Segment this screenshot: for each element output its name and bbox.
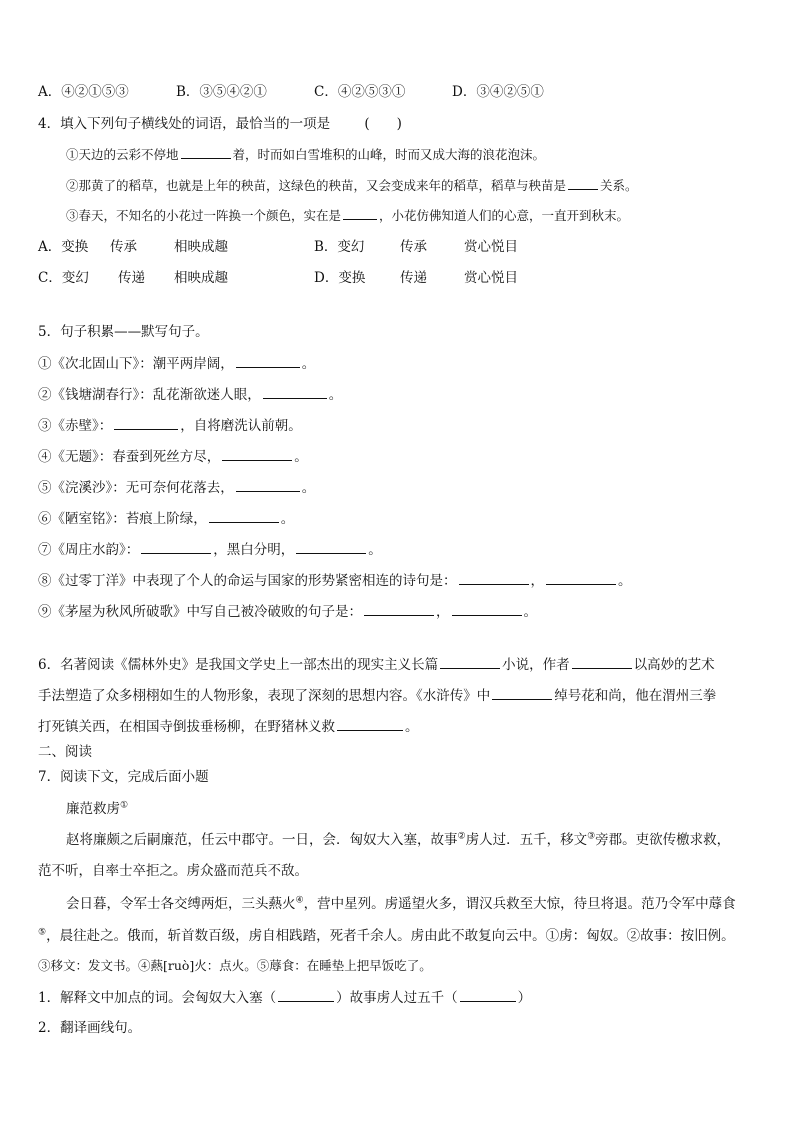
q3-option-a: A．④②①⑤③	[38, 84, 129, 100]
q5-l6-end: 。	[280, 511, 295, 527]
q4-option-d-word1: D．变换	[314, 270, 366, 286]
q6-line-2	[38, 685, 764, 706]
q5-title: 5．句子积累——默写句子。	[38, 324, 209, 340]
p2-text-c: ，晨往赴之。俄而，斩首数百级，虏自相践踏，死者千余人。虏由此不敢复向云中。①虏：匈奴。②故事：按旧例。	[46, 928, 735, 944]
q4-option-c-word2: 传递	[118, 270, 145, 286]
q4-option-d-word3: 赏心悦目	[464, 270, 518, 286]
q5-blank-5[interactable]	[236, 477, 300, 492]
q5-l7-end: 。	[368, 542, 382, 558]
q4-option-a-word1: A．变换	[38, 239, 89, 255]
section-2-heading: 二、阅读	[38, 744, 92, 760]
footnote-mark-5: ⑤	[38, 927, 47, 938]
footnote-mark-2: ②	[457, 831, 466, 842]
q5-blank-6[interactable]	[209, 508, 279, 523]
q7-sub2: 2．翻译画线句。	[38, 1020, 142, 1036]
q5-l2-prompt: ②《钱塘湖春行》：乱花渐欲迷人眼，	[38, 387, 261, 403]
q5-l7-middle: ，黑白分明，	[213, 542, 295, 558]
q6-text-c: 以高妙的艺术	[633, 657, 715, 673]
q3-option-c: C．④②⑤③①	[314, 84, 406, 100]
q4-option-b-word1: B．变幻	[314, 239, 365, 255]
q5-line-6	[38, 508, 764, 529]
q4-option-b-word3: 赏心悦目	[464, 239, 518, 255]
q4-sentence-3	[66, 205, 764, 226]
q4-s3-part-b: ，小花仿佛知道人们的心意，一直开到秋末。	[379, 208, 630, 223]
q4-blank-1[interactable]	[181, 144, 231, 159]
p1-text-b: 虏人过．五千，移文	[465, 832, 588, 848]
q6-blank-3[interactable]	[492, 685, 552, 700]
q5-l6-prompt: ⑥《陋室铭》：苔痕上阶绿，	[38, 511, 207, 527]
q5-line-9	[38, 601, 764, 622]
q5-blank-8b[interactable]	[546, 570, 616, 585]
q6-text-d: 手法塑造了众多栩栩如生的人物形象，表现了深刻的思想内容。《水浒传》中	[38, 688, 491, 704]
q3-option-b: B．③⑤④②①	[176, 84, 267, 100]
q5-l4-prompt: ④《无题》：春蚕到死丝方尽，	[38, 449, 221, 465]
q4-blank-3[interactable]	[343, 205, 377, 220]
q5-line-1	[38, 353, 764, 374]
q5-blank-7b[interactable]	[296, 539, 366, 554]
sub1-blank-2[interactable]	[460, 987, 516, 1002]
q4-sentence-2	[66, 175, 764, 196]
q4-sentence-1	[66, 144, 764, 165]
q4-s3-part-a: ③春天，不知名的小花过一阵换一个颜色，实在是	[66, 208, 342, 223]
q5-blank-7a[interactable]	[141, 539, 211, 554]
q5-l9-end: 。	[523, 604, 537, 620]
passage-title	[66, 799, 764, 819]
q4-option-a-word2: 传承	[110, 239, 137, 255]
footnotes-line: ③移文：发文书。④爇[ruò]火：点火。⑤蓐食：在睡垫上把早饭吃了。	[38, 958, 432, 973]
sub1-text-a: 1．解释文中加点的词。会匈奴大入塞（	[38, 990, 277, 1006]
q4-option-c-word3: 相映成趣	[174, 270, 228, 286]
q4-answer-paren: ( )	[364, 116, 402, 132]
q5-blank-3[interactable]	[114, 415, 178, 430]
passage-paragraph-2-line-2	[38, 926, 764, 946]
q5-blank-8a[interactable]	[459, 570, 529, 585]
q5-l8-comma: ，	[530, 573, 544, 589]
passage-title-text: 廉范救虏	[66, 801, 120, 817]
sub1-text-b: ）故事虏人过五千（	[336, 990, 458, 1006]
q5-line-4	[38, 446, 764, 467]
passage-paragraph-1-line-2: 范不听，自率士卒拒之。虏众盛而范兵不敌。	[38, 863, 308, 879]
q4-s1-part-a: ①天边的云彩不停地	[66, 147, 179, 162]
q6-text-f: 打死镇关西，在相国寺倒拔垂杨柳，在野猪林义救	[38, 719, 335, 735]
q6-blank-4[interactable]	[337, 716, 403, 731]
q4-stem	[38, 114, 764, 134]
q5-blank-4[interactable]	[222, 446, 292, 461]
q4-option-b-word2: 传承	[400, 239, 427, 255]
q5-line-8	[38, 570, 764, 591]
q5-line-3	[38, 415, 764, 436]
q5-l1-end: 。	[301, 356, 316, 372]
q5-blank-9a[interactable]	[364, 601, 434, 616]
q7-sub1	[38, 987, 764, 1008]
q5-line-2	[38, 384, 764, 405]
q5-l3-end: ，自将磨洗认前朝。	[180, 418, 302, 434]
q5-l9-prompt: ⑨《茅屋为秋风所破歌》中写自己被冷破败的句子是：	[38, 604, 362, 620]
sub1-text-c: ）	[517, 990, 532, 1006]
q5-l1-prompt: ①《次北固山下》：潮平两岸阔，	[38, 356, 234, 372]
p2-text-a: 会日暮，令军士各交缚两炬，三头爇火	[66, 896, 296, 912]
q5-line-7	[38, 539, 764, 560]
q5-line-5	[38, 477, 764, 498]
sub1-blank-1[interactable]	[278, 987, 334, 1002]
q6-blank-1[interactable]	[440, 654, 500, 669]
q6-line-1	[38, 654, 764, 675]
passage-paragraph-2-line-1	[66, 894, 764, 914]
passage-title-footnote-mark: ①	[120, 800, 129, 811]
footnote-mark-3: ③	[587, 831, 596, 842]
q5-l8-prompt: ⑧《过零丁洋》中表现了个人的命运与国家的形势紧密相连的诗句是：	[38, 573, 457, 589]
p1-text-c: 旁郡。吏欲传檄求救，	[595, 832, 731, 848]
q5-l9-comma: ，	[436, 604, 450, 620]
q4-option-c-word1: C．变幻	[38, 270, 89, 286]
q5-l8-end: 。	[618, 573, 632, 589]
q6-text-a: 6．名著阅读《儒林外史》是我国文学史上一部杰出的现实主义长篇	[38, 657, 439, 673]
q4-s1-part-b: 着，时而如白雪堆积的山峰，时而又成大海的浪花泡沫。	[232, 147, 546, 162]
q4-option-d-word2: 传递	[400, 270, 427, 286]
q4-option-a-word3: 相映成趣	[174, 239, 228, 255]
passage-paragraph-1-line-1	[66, 830, 764, 850]
q5-blank-9b[interactable]	[452, 601, 522, 616]
q5-blank-1[interactable]	[236, 353, 300, 368]
q7-title: 7．阅读下文，完成后面小题	[38, 769, 209, 785]
q4-s2-part-a: ②那黄了的稻草，也就是上年的秧苗，这绿色的秧苗，又会变成来年的稻草，稻草与秧苗是	[66, 178, 567, 193]
q4-blank-2[interactable]	[568, 175, 598, 190]
q5-l3-prompt: ③《赤壁》：	[38, 418, 113, 434]
q5-l2-end: 。	[328, 387, 343, 403]
q5-l7-prompt: ⑦《周庄水韵》：	[38, 542, 140, 558]
q4-s2-part-b: 关系。	[600, 178, 638, 193]
q6-line-3	[38, 716, 764, 737]
q5-l4-end: 。	[294, 449, 308, 465]
p2-text-b: ，营中星列。虏遥望火多，谓汉兵救至大惊，待旦将退。范乃令军中蓐食	[303, 896, 736, 912]
q6-text-b: 小说，作者	[502, 657, 570, 673]
q5-l5-prompt: ⑤《浣溪沙》：无可奈何花落去，	[38, 480, 234, 496]
q6-text-g: 。	[405, 719, 419, 735]
q4-stem-text: 4．填入下列句子横线处的词语，最恰当的一项是	[38, 116, 331, 132]
q6-text-e: 绰号花和尚，他在渭州三拳	[554, 688, 717, 704]
q5-l5-end: 。	[301, 480, 316, 496]
p1-text-a: 赵将廉颇之后嗣廉范，任云中郡守。一日，会．匈奴大入塞，故事	[66, 832, 458, 848]
footnote-mark-4: ④	[295, 895, 304, 906]
q3-option-d: D．③④②⑤①	[452, 84, 544, 100]
q6-blank-2[interactable]	[572, 654, 632, 669]
q5-blank-2[interactable]	[263, 384, 327, 399]
